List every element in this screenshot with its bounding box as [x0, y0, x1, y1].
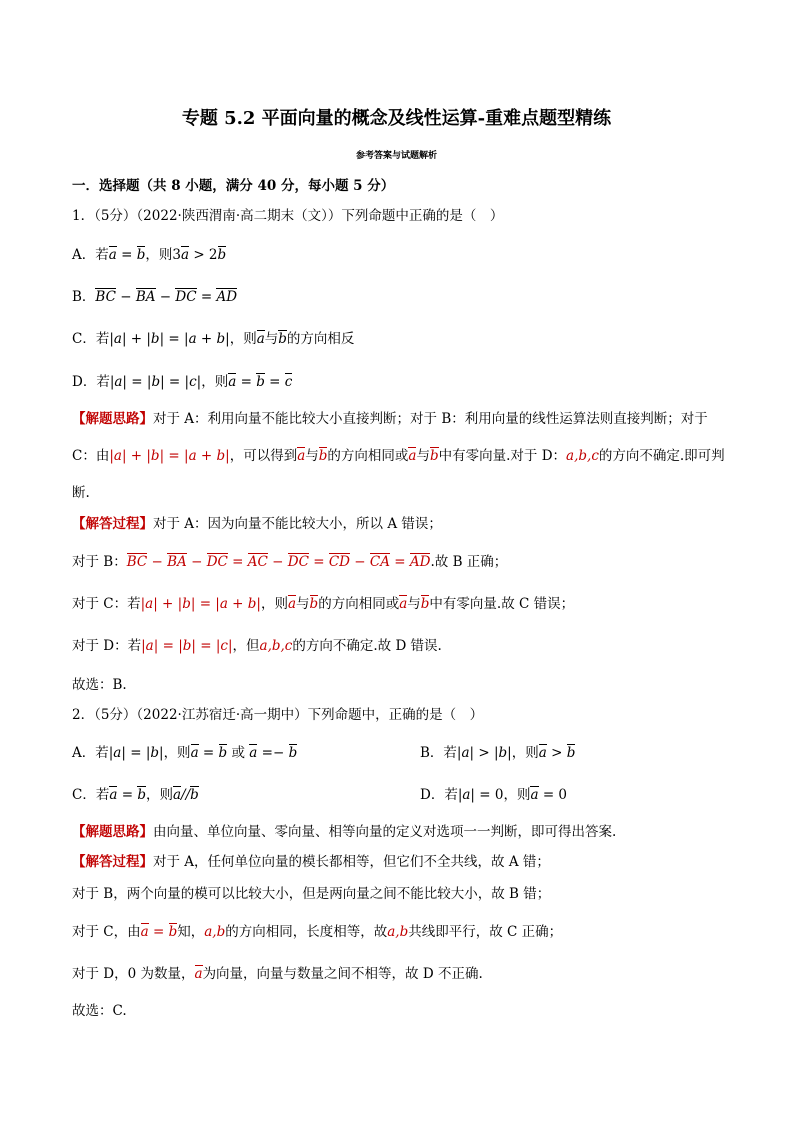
page-title: 专题 5.2 平面向量的概念及线性运算-重难点题型精练 — [181, 108, 612, 129]
q1-thinking-line3: 断. — [72, 485, 90, 501]
q2-process-c: 对于 C，由a = b知，a,b的方向相同，长度相等，故a,b共线即平行，故 C 正确； — [72, 924, 563, 940]
q1-option-c: C．若|a| + |b| = |a + b|，则a与b的方向相反 — [72, 331, 355, 347]
q1-option-b: B．BC − BA − DC = AD — [72, 289, 238, 305]
section-heading: 一．选择题（共 8 小题，满分 40 分，每小题 5 分） — [72, 178, 395, 194]
q1-answer: 故选：B. — [72, 677, 127, 693]
q1-thinking-line1: 【解题思路】对于 A：利用向量不能比较大小直接判断；对于 B：利用向量的线性运算法则直接判断；对于 — [72, 411, 708, 427]
q2-answer: 故选：C. — [72, 1003, 127, 1019]
q1-process-b: 对于 B：BC − BA − DC = AC − DC = CD − CA = AD.故 B 正确； — [72, 554, 508, 570]
q1-option-a: A．若a = b，则3a > 2b — [72, 247, 227, 263]
q2-process-b: 对于 B，两个向量的模可以比较大小，但是两向量之间不能比较大小，故 B 错； — [72, 886, 551, 902]
q1-process-d: 对于 D：若|a| = |b| = |c|，但a,b,c的方向不确定.故 D 错误. — [72, 638, 442, 654]
page-subtitle: 参考答案与试题解析 — [355, 151, 437, 161]
q2-process-d: 对于 D，0 为数量，a为向量，向量与数量之间不相等，故 D 不正确. — [72, 966, 483, 982]
q2-stem: 2．（5分）（2022·江苏宿迁·高一期中）下列命题中，正确的是（ ） — [72, 707, 484, 723]
q1-process-a: 【解答过程】对于 A：因为向量不能比较大小，所以 A 错误； — [72, 516, 442, 532]
q1-thinking-line2: C：由|a| + |b| = |a + b|，可以得到a与b的方向相同或a与b中有零向量.对于 D：a,b,c的方向不确定.即可判 — [72, 448, 725, 464]
q2-option-b: B．若|a| > |b|，则a > b — [420, 745, 576, 761]
q1-process-c: 对于 C：若|a| + |b| = |a + b|，则a与b的方向相同或a与b中有零向量.故 C 错误； — [72, 596, 575, 612]
q1-option-d: D．若|a| = |b| = |c|，则a = b = c — [72, 374, 293, 390]
q2-option-a: A．若|a| = |b|，则a = b 或 a =− b — [72, 745, 298, 761]
q2-thinking: 【解题思路】由向量、单位向量、零向量、相等向量的定义对选项一一判断，即可得出答案. — [72, 824, 617, 840]
q2-options-row1 — [72, 743, 742, 763]
q2-process-a: 【解答过程】对于 A，任何单位向量的模长都相等，但它们不全共线，故 A 错； — [72, 854, 550, 870]
q2-options-row2 — [72, 785, 742, 805]
q2-option-d: D．若|a| = 0，则a = 0 — [420, 787, 568, 803]
q2-option-c: C．若a = b，则a//b — [72, 787, 199, 803]
q1-stem: 1．（5分）（2022·陕西渭南·高二期末（文））下列命题中正确的是（ ） — [72, 208, 504, 224]
